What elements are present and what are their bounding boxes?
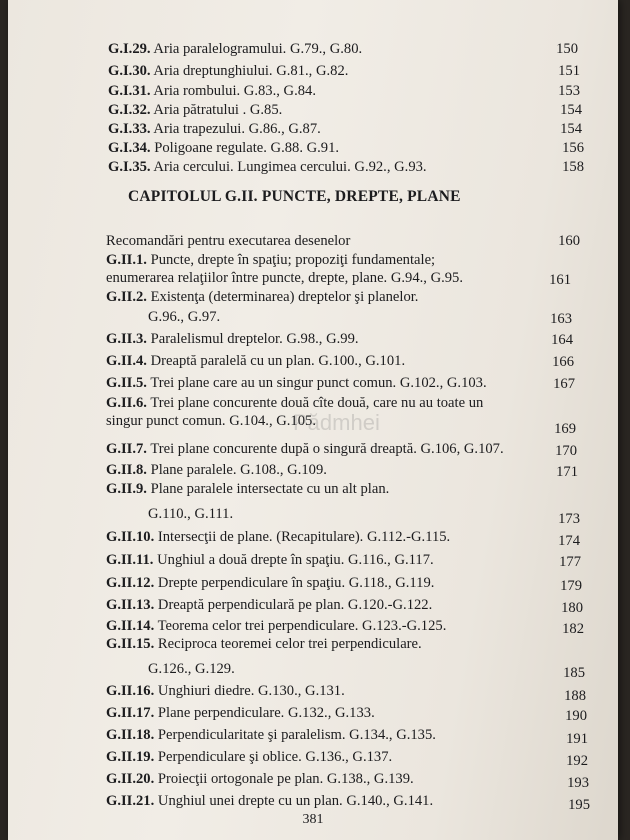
toc-row-code: G.II.15.	[106, 636, 155, 652]
toc-row-code: G.II.10.	[106, 529, 155, 545]
toc-row-text: Poligoane regulate. G.88. G.91.	[150, 140, 340, 156]
toc-row-title	[106, 330, 359, 348]
toc-row-code: G.II.21.	[106, 793, 155, 809]
toc-row-code: G.II.14.	[106, 618, 155, 634]
toc-row-code: G.I.32.	[108, 102, 151, 118]
toc-row-code: G.II.8.	[106, 462, 147, 478]
toc-row-page: 177	[559, 554, 581, 570]
toc-row-text: Unghiul unei drepte cu un plan. G.140., G.141.	[154, 793, 434, 809]
toc-row-code: G.I.33.	[108, 121, 151, 137]
toc-row-title	[108, 101, 282, 119]
toc-row-text: Trei plane concurente după o singură dreaptă. G.106, G.107.	[146, 441, 504, 457]
toc-row-page: 156	[562, 140, 584, 156]
toc-row-text: Perpendiculare şi oblice. G.136., G.137.	[154, 749, 393, 765]
toc-row-text: Perpendicularitate şi paralelism. G.134., G.135.	[154, 727, 436, 743]
toc-row-title	[148, 308, 220, 326]
page-number: 381	[302, 812, 324, 827]
toc-row-code: G.II.13.	[106, 597, 155, 613]
toc-row-text: Aria rombului. G.83., G.84.	[150, 83, 316, 99]
toc-row-code: G.II.7.	[106, 441, 147, 457]
toc-row-title	[106, 269, 463, 287]
toc-row-title	[106, 251, 435, 269]
toc-row-title	[108, 40, 362, 58]
chapter-heading: CAPITOLUL G.II. PUNCTE, DREPTE, PLANE	[128, 188, 461, 205]
toc-row-text: Existenţa (determinarea) dreptelor şi planelor.	[146, 289, 419, 305]
toc-row-text: G.126., G.129.	[148, 661, 235, 677]
toc-row-page: 166	[552, 354, 574, 370]
toc-row-text: Plane paralele. G.108., G.109.	[146, 462, 327, 478]
toc-row-page: 154	[560, 102, 582, 118]
toc-row-code: G.II.5.	[106, 375, 147, 391]
toc-row-title	[108, 82, 316, 100]
toc-row-title	[106, 748, 392, 766]
toc-row-code: G.II.12.	[106, 575, 155, 591]
toc-row-page: 171	[556, 464, 578, 480]
toc-row-title	[106, 352, 405, 370]
toc-row-page: 154	[560, 121, 582, 137]
toc-row-code: G.II.4.	[106, 353, 147, 369]
toc-row-text: Intersecţii de plane. (Recapitulare). G.112.-G.115.	[154, 529, 451, 545]
toc-row-code: G.I.34.	[108, 140, 151, 156]
toc-row-text: G.110., G.111.	[148, 506, 234, 522]
toc-row-title	[106, 480, 389, 498]
toc-row-title	[106, 551, 434, 569]
toc-row-code: G.II.18.	[106, 727, 155, 743]
toc-row-text: Aria pătratului . G.85.	[150, 102, 283, 118]
toc-row-title	[108, 139, 339, 157]
toc-row-title	[106, 288, 418, 306]
toc-row-text: Teorema celor trei perpendiculare. G.123.-G.125.	[154, 618, 447, 634]
toc-row-page: 188	[564, 688, 586, 704]
toc-row-page: 161	[549, 272, 571, 288]
toc-row-code: G.II.9.	[106, 481, 147, 497]
toc-row-page: 190	[565, 708, 587, 724]
toc-row-page: 160	[558, 233, 580, 249]
toc-row-title	[148, 660, 235, 678]
toc-row-page: 167	[553, 376, 575, 392]
toc-row-page: 151	[558, 63, 580, 79]
toc-row-title	[106, 770, 414, 788]
toc-row-code: G.II.6.	[106, 395, 147, 411]
toc-row-title	[106, 635, 422, 653]
watermark: Pădmhei	[293, 410, 380, 435]
toc-row-code: G.II.20.	[106, 771, 155, 787]
toc-row-code: G.II.19.	[106, 749, 155, 765]
toc-row-code: G.II.11.	[106, 552, 154, 568]
toc-row-page: 170	[555, 443, 577, 459]
toc-row-title	[106, 596, 432, 614]
toc-row-text: Reciproca teoremei celor trei perpendiculare.	[154, 636, 422, 652]
toc-row-text: Aria dreptunghiului. G.81., G.82.	[150, 63, 349, 79]
toc-row-text: G.96., G.97.	[148, 309, 221, 325]
toc-row-page: 153	[558, 83, 580, 99]
toc-row-title	[148, 505, 233, 523]
toc-row-code: G.II.2.	[106, 289, 147, 305]
toc-row-code: G.I.31.	[108, 83, 151, 99]
toc-row-text: Dreaptă paralelă cu un plan. G.100., G.101.	[146, 353, 406, 369]
toc-row-page: 182	[562, 621, 584, 637]
toc-row-text: singur punct comun. G.104., G.105.	[106, 413, 316, 429]
toc-row-text: Proiecţii ortogonale pe plan. G.138., G.139.	[154, 771, 414, 787]
toc-row-page: 158	[562, 159, 584, 175]
toc-row-title	[106, 374, 487, 392]
toc-row-title	[106, 682, 345, 700]
toc-row-page: 193	[567, 775, 589, 791]
toc-row-title	[106, 574, 434, 592]
toc-row-text: Trei plane care au un singur punct comun. G.102., G.103.	[146, 375, 487, 391]
toc-row-text: Unghiul a două drepte în spaţiu. G.116., G.117.	[153, 552, 434, 568]
toc-row-page: 192	[566, 753, 588, 769]
toc-row-page: 164	[551, 332, 573, 348]
toc-row-page: 163	[550, 311, 572, 327]
toc-row-title	[106, 617, 446, 635]
toc-row-text: enumerarea relaţiilor între puncte, drepte, plane. G.94., G.95.	[106, 270, 463, 286]
toc-row-text: Trei plane concurente două cîte două, care nu au toate un	[146, 395, 484, 411]
toc-row-text: Aria paralelogramului. G.79., G.80.	[150, 41, 363, 57]
toc-row-page: 180	[561, 600, 583, 616]
toc-row-page: 195	[568, 797, 590, 813]
toc-row-text: Aria trapezului. G.86., G.87.	[150, 121, 321, 137]
toc-row-code: G.II.17.	[106, 705, 155, 721]
toc-row-code: G.I.29.	[108, 41, 151, 57]
toc-row-code: G.II.1.	[106, 252, 147, 268]
toc-row-title	[108, 62, 348, 80]
toc-row-title	[106, 704, 375, 722]
toc-row-code: G.I.35.	[108, 159, 151, 175]
toc-row-page: 169	[554, 421, 576, 437]
toc-row-title	[106, 412, 316, 430]
toc-row-page: 173	[558, 511, 580, 527]
toc-row-page: 150	[556, 41, 578, 57]
toc-row-page: 185	[563, 665, 585, 681]
toc-row-page: 179	[560, 578, 582, 594]
toc-row-code: G.II.16.	[106, 683, 155, 699]
toc-row-title	[106, 726, 436, 744]
toc-row-title	[106, 440, 504, 458]
toc-row-text: Recomandări pentru executarea desenelor	[106, 233, 351, 249]
toc-row-code: G.I.30.	[108, 63, 151, 79]
toc-row-text: Paralelismul dreptelor. G.98., G.99.	[146, 331, 359, 347]
toc-row-title	[106, 528, 450, 546]
toc-row-text: Puncte, drepte în spaţiu; propoziţi fundamentale;	[146, 252, 436, 268]
toc-row-title	[108, 120, 321, 138]
toc-row-text: Drepte perpendiculare în spaţiu. G.118., G.119.	[154, 575, 435, 591]
toc-row-page: 174	[558, 533, 580, 549]
toc-row-text: Dreaptă perpendiculară pe plan. G.120.-G.122.	[154, 597, 433, 613]
toc-row-text: Unghiuri diedre. G.130., G.131.	[154, 683, 345, 699]
toc-row-page: 191	[566, 731, 588, 747]
toc-row-title	[106, 461, 327, 479]
toc-row-code: G.II.3.	[106, 331, 147, 347]
toc-row-title	[106, 792, 433, 810]
toc-row-title	[108, 158, 427, 176]
toc-row-text: Plane paralele intersectate cu un alt plan.	[146, 481, 390, 497]
toc-row-text: Plane perpendiculare. G.132., G.133.	[154, 705, 375, 721]
toc-row-text: Aria cercului. Lungimea cercului. G.92., G.93.	[150, 159, 427, 175]
book-page	[8, 0, 618, 840]
